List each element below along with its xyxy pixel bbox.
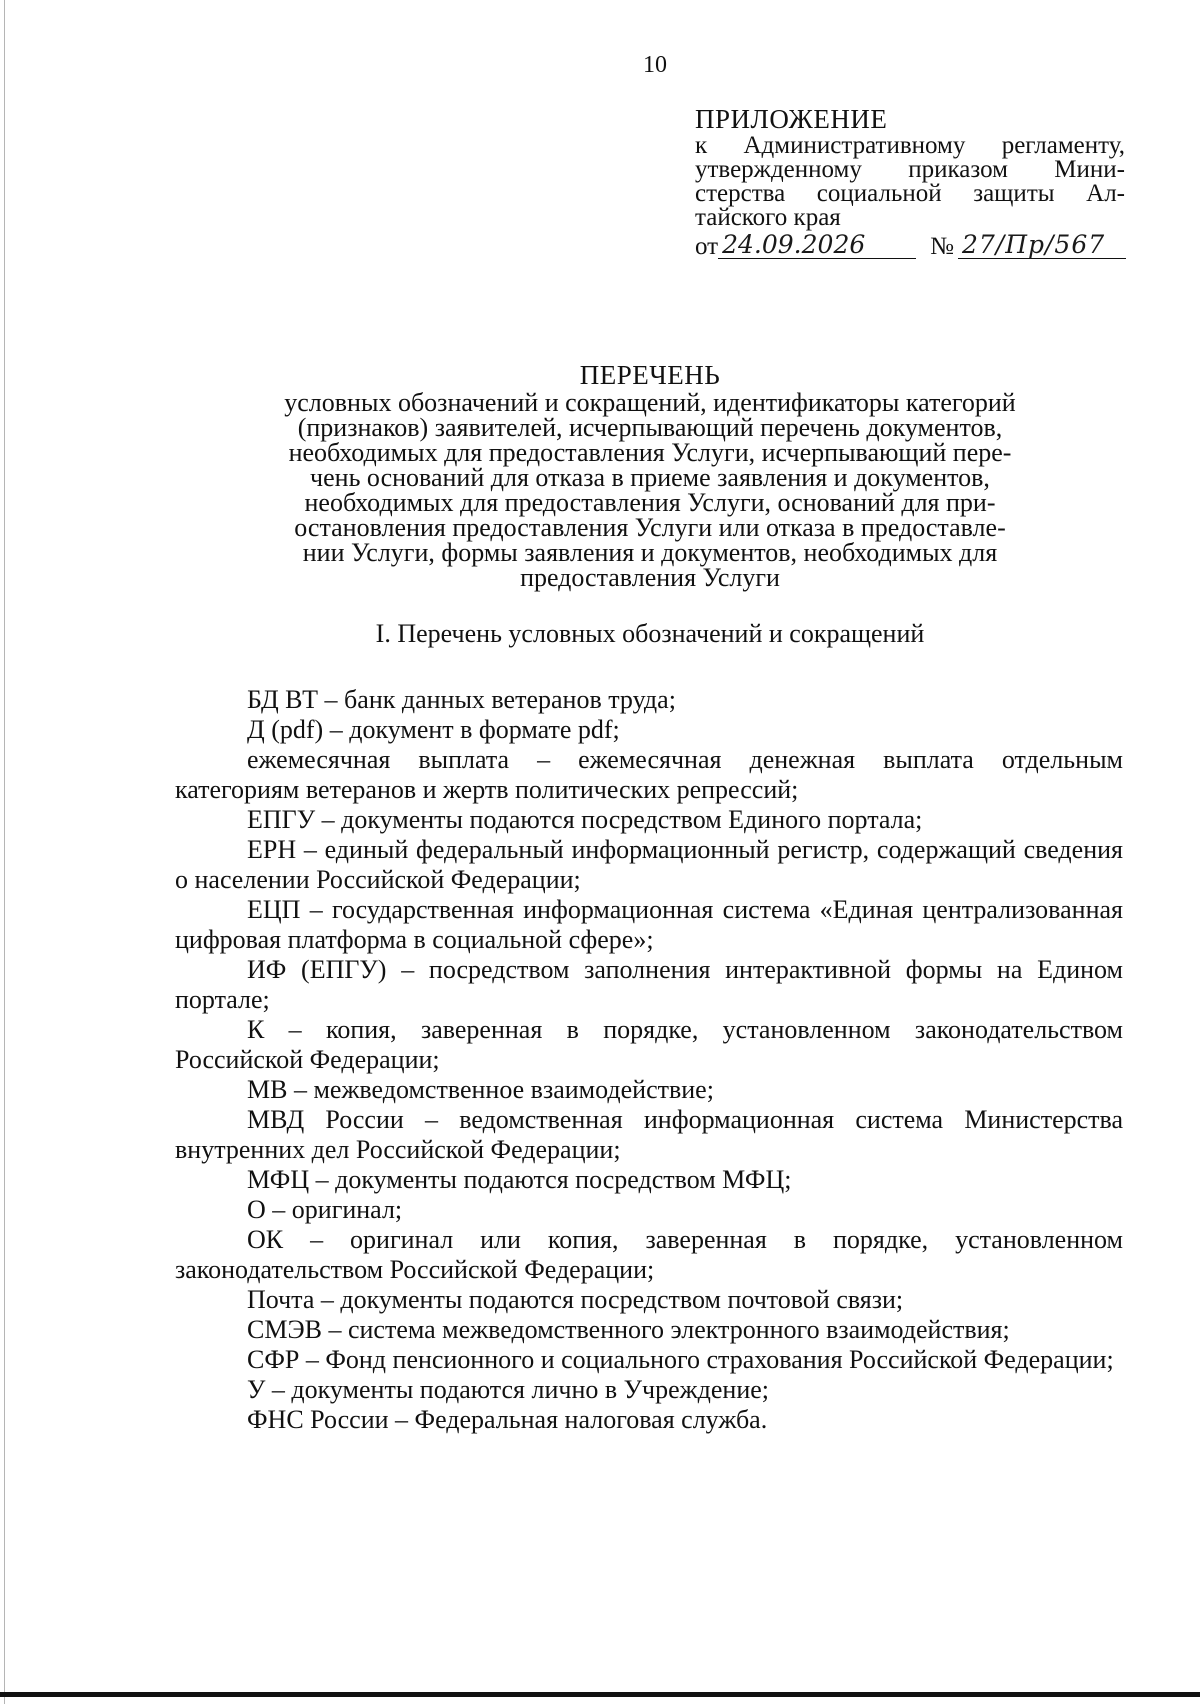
appendix-line: стерства социальной защиты Ал- — [695, 180, 1125, 207]
number-label: № — [930, 233, 954, 260]
date-label: от — [695, 233, 719, 260]
abbreviation-entry: МВД России – ведомственная информационная система Министерства внутренних дел Российской Федерации; — [175, 1105, 1123, 1164]
document-title-block — [240, 360, 1060, 592]
subtitle-line: нии Услуги, формы заявления и документов, необходимых для — [302, 538, 998, 567]
appendix-line: к Административному регламенту, — [695, 132, 1125, 159]
abbreviation-entry: О – оригинал; — [247, 1195, 403, 1224]
abbreviation-entry: У – документы подаются лично в Учреждение; — [247, 1375, 769, 1404]
subtitle-line: предоставления Услуги — [520, 563, 780, 592]
order-number: 27/Пр/567 — [958, 232, 1126, 259]
subtitle-line: (признаков) заявителей, исчерпывающий перечень документов, — [297, 413, 1003, 442]
document-title: ПЕРЕЧЕНЬ — [579, 360, 721, 390]
abbreviation-entry: ОК – оригинал или копия, заверенная в порядке, установленном законодательством Российской Федерации; — [175, 1225, 1123, 1284]
abbreviation-entry: ЕРН – единый федеральный информационный регистр, содержащий сведения о населении Российской Федерации; — [175, 835, 1123, 894]
scan-left-edge — [4, 0, 5, 1704]
appendix-block — [695, 104, 1125, 266]
abbreviation-entry: МВ – межведомственное взаимодействие; — [247, 1075, 714, 1104]
abbreviation-entry: СМЭВ – система межведомственного электронного взаимодействия; — [247, 1315, 1010, 1344]
subtitle-line: необходимых для предоставления Услуги, оснований для при- — [304, 488, 996, 517]
subtitle-line: необходимых для предоставления Услуги, исчерпывающий пере- — [288, 438, 1012, 467]
abbreviation-entry: ЕЦП – государственная информационная система «Единая централизованная цифровая платформа в социальной сфере»; — [175, 895, 1123, 954]
abbreviation-entry: МФЦ – документы подаются посредством МФЦ; — [247, 1165, 792, 1194]
subtitle-line: условных обозначений и сокращений, идентификаторы категорий — [284, 388, 1016, 417]
appendix-line: утвержденному приказом Мини- — [695, 156, 1125, 183]
order-date: 24.09.2026 — [718, 232, 916, 259]
order-reference — [695, 232, 1125, 266]
abbreviation-entry: СФР – Фонд пенсионного и социального страхования Российской Федерации; — [247, 1345, 1114, 1374]
scan-bottom-edge — [0, 1692, 1200, 1697]
page-number: 10 — [643, 52, 667, 78]
subtitle-line: остановления предоставления Услуги или отказа в предоставле- — [294, 513, 1006, 542]
abbreviation-entry: БД ВТ – банк данных ветеранов труда; — [247, 685, 676, 714]
abbreviation-entry: Д (pdf) – документ в формате pdf; — [247, 715, 620, 744]
abbreviation-entry: ежемесячная выплата – ежемесячная денежная выплата отдельным категориям ветеранов и жертв политических репрессий; — [175, 745, 1123, 804]
subtitle-line: чень оснований для отказа в приеме заявления и документов, — [310, 463, 990, 492]
abbreviation-list — [175, 685, 1123, 1435]
abbreviation-entry: ФНС России – Федеральная налоговая служба. — [247, 1405, 768, 1434]
abbreviation-entry: ИФ (ЕПГУ) – посредством заполнения интерактивной формы на Едином портале; — [175, 955, 1123, 1014]
abbreviation-entry: Почта – документы подаются посредством почтовой связи; — [247, 1285, 904, 1314]
abbreviation-entry: ЕПГУ – документы подаются посредством Единого портала; — [247, 805, 923, 834]
abbreviation-entry: К – копия, заверенная в порядке, установленном законодательством Российской Федерации; — [175, 1015, 1123, 1074]
appendix-title: ПРИЛОЖЕНИЕ — [695, 104, 888, 134]
appendix-line: тайского края — [695, 204, 841, 231]
section-heading: I. Перечень условных обозначений и сокращений — [375, 619, 925, 648]
